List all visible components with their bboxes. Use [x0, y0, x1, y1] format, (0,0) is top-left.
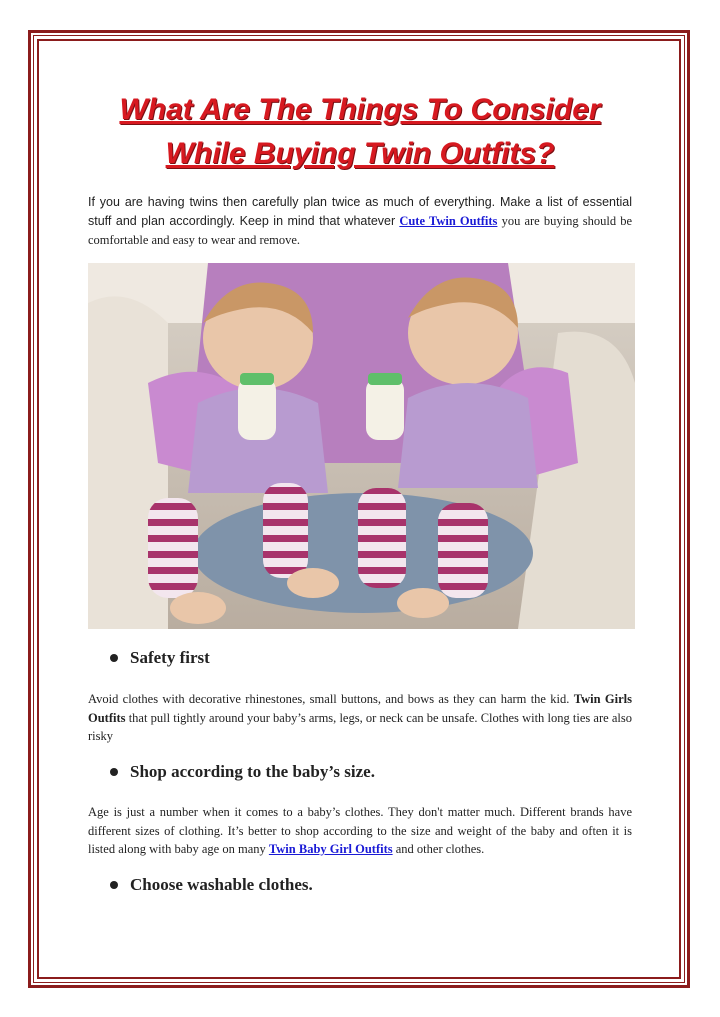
section-paragraph-size	[88, 803, 632, 859]
bullet-icon	[110, 654, 118, 662]
twin-girls-outfits-bold: Twin Girls Outfits	[88, 692, 632, 725]
intro-paragraph	[88, 193, 632, 250]
section-heading-text: Shop according to the baby’s size.	[130, 762, 375, 781]
section-heading-safety	[110, 648, 210, 668]
title-line-2: While Buying Twin Outfits?	[165, 137, 555, 170]
paragraph-text-2: that pull tightly around your baby’s arms, legs, or neck can be unsafe. Clothes with long ties are also risky	[88, 710, 632, 743]
section-paragraph-safety	[88, 690, 632, 746]
title-line-1: What Are The Things To Consider	[119, 93, 601, 126]
paragraph-text-1: Age is just a number when it comes to a baby’s clothes. They don't matter much. Different brands have different sizes of clothing. It’s better to shop according to the size and weight of the baby and often it is listed along with baby age on many	[88, 805, 632, 856]
paragraph-text-1: Avoid clothes with decorative rhinestones, small buttons, and bows as they can harm the kid.	[88, 692, 570, 706]
paragraph-text-2: and other clothes.	[395, 842, 485, 856]
bullet-icon	[110, 768, 118, 776]
twins-photo	[88, 263, 635, 629]
cute-twin-outfits-link[interactable]: Cute Twin Outfits	[399, 214, 498, 228]
section-heading-size	[110, 762, 375, 782]
intro-text-2: you are buying should be comfortable and easy to wear and remove.	[88, 214, 633, 247]
twin-baby-girl-outfits-link[interactable]: Twin Baby Girl Outfits	[268, 842, 393, 856]
section-heading-washable	[110, 875, 313, 895]
twins-photo-illustration	[88, 263, 635, 629]
section-heading-text: Choose washable clothes.	[130, 875, 313, 894]
bullet-icon	[110, 881, 118, 889]
page-title	[60, 88, 660, 176]
intro-text-1: If you are having twins then carefully plan twice as much of everything. Make a list of essential stuff and plan accordingly. Keep in mind that whatever	[88, 195, 632, 228]
section-heading-text: Safety first	[130, 648, 210, 667]
